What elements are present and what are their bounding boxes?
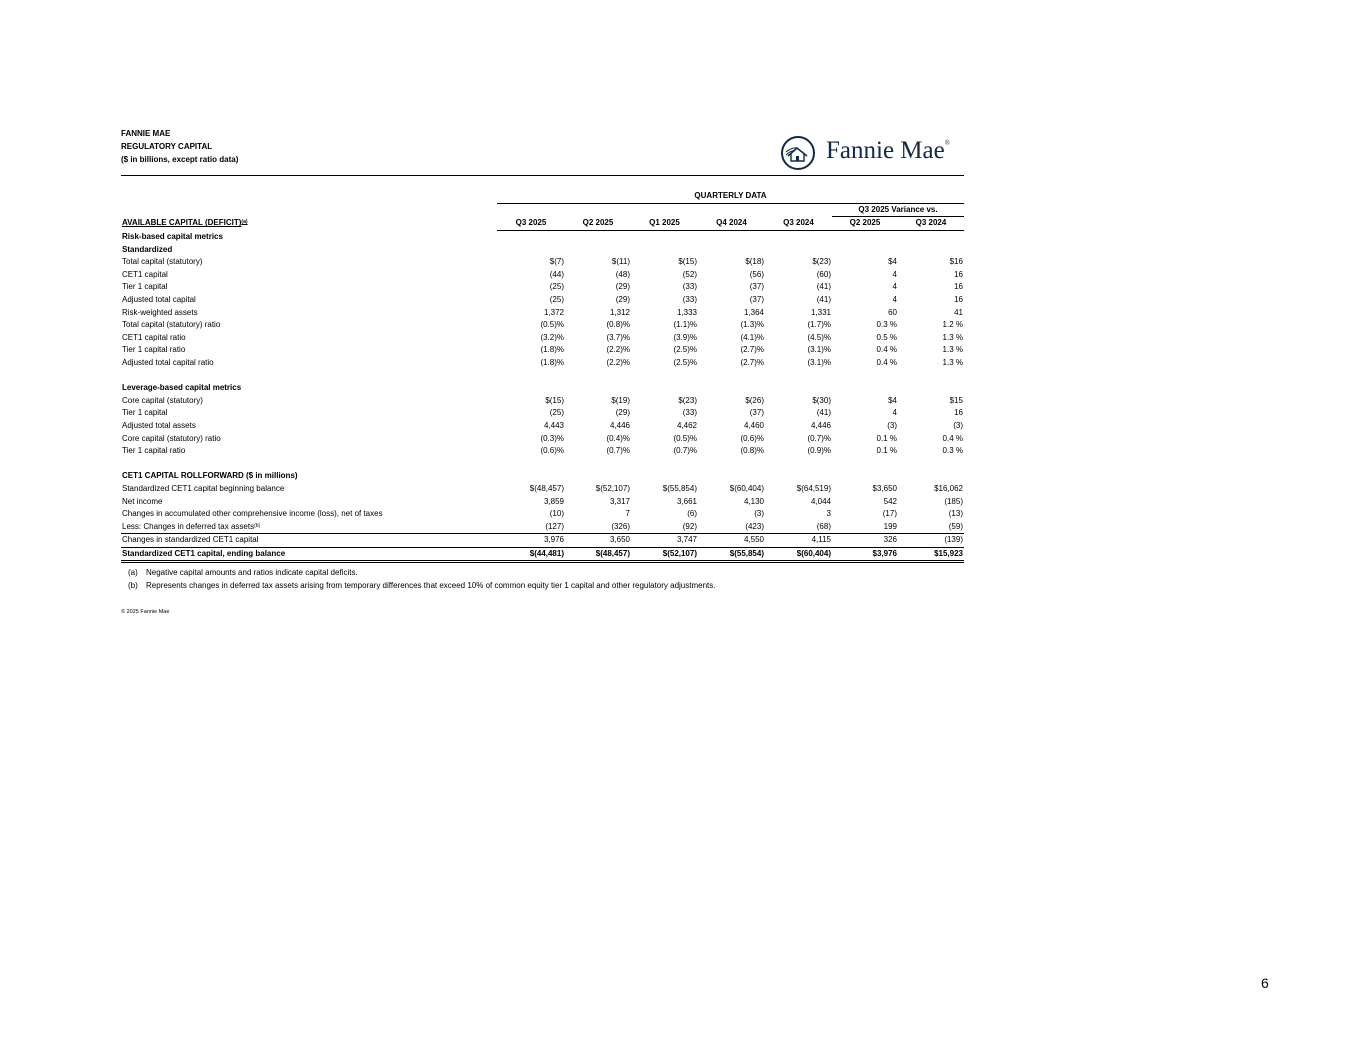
cell-value: (37) (749, 282, 764, 292)
cell-value: 199 (832, 520, 898, 533)
row-label: CET1 capital ratio (122, 332, 186, 342)
footnote: (a) Negative capital amounts and ratios indicate capital deficits. (128, 568, 358, 577)
cell-value: 16 (954, 408, 963, 418)
regulatory-capital-table (121, 190, 964, 563)
table-row (121, 445, 964, 458)
cell-value: $(7) (549, 257, 564, 267)
cell-value: (0.4)% (606, 433, 630, 443)
cell-value: (25) (549, 282, 564, 292)
cell-value: 0.4 % (942, 433, 963, 443)
cell-value: 4 (892, 269, 897, 279)
cell-value: $16,062 (934, 483, 963, 493)
cell-value: (44) (549, 269, 564, 279)
cell-value: 1.2 % (942, 320, 963, 330)
cell-value: 4 (892, 295, 897, 305)
cell-value: 4 (892, 408, 897, 418)
cell-value: (2.2)% (606, 345, 630, 355)
risk-based-title: Risk-based capital metrics (122, 232, 223, 242)
rollforward-title: CET1 CAPITAL ROLLFORWARD ($ in millions) (122, 471, 298, 481)
row-label: Core capital (statutory) ratio (122, 433, 221, 443)
cell-value: $(23) (678, 395, 697, 405)
cell-value: (3.1)% (807, 358, 831, 368)
footnotes (128, 566, 715, 592)
cell-value: $15 (949, 395, 963, 405)
cell-value: (2.7)% (740, 345, 764, 355)
cell-value: 41 (954, 307, 963, 317)
table-row (121, 344, 964, 357)
cell-value: 0.3 % (942, 446, 963, 456)
report-units: ($ in billions, except ratio data) (121, 155, 239, 164)
row-label: Changes in accumulated other comprehensive income (loss), net of taxes (122, 509, 383, 519)
cell-value: 16 (954, 282, 963, 292)
cell-value: $(55,854) (698, 547, 765, 562)
cell-value: 0.1 % (876, 446, 897, 456)
cell-value: $(18) (745, 257, 764, 267)
cell-value: (0.6)% (740, 433, 764, 443)
cell-value: 7 (625, 509, 630, 519)
cell-value: (3) (754, 509, 764, 519)
cell-value: (56) (749, 269, 764, 279)
cell-value: 3,650 (565, 534, 631, 548)
cell-value: (1.1)% (673, 320, 697, 330)
cell-value: 3,976 (497, 534, 565, 548)
cell-value: $15,923 (898, 547, 964, 562)
cell-value: (6) (687, 509, 697, 519)
spacer-row (121, 457, 964, 470)
cell-value: (33) (682, 295, 697, 305)
cell-value: 542 (883, 496, 897, 506)
cell-value: 4,446 (810, 420, 831, 430)
cell-value: 3,747 (631, 534, 698, 548)
table-row (121, 483, 964, 496)
cell-value: (68) (765, 520, 832, 533)
cell-value: (1.8)% (540, 345, 564, 355)
registered-mark: ® (944, 139, 951, 147)
row-label: Standardized CET1 capital, ending balance (121, 547, 497, 562)
table-row (121, 520, 964, 533)
column-header: Q4 2024 (698, 217, 765, 231)
cell-value: $(48,457) (565, 547, 631, 562)
cell-value: (3) (953, 420, 963, 430)
cell-value: (29) (615, 282, 630, 292)
cell-value: (13) (948, 509, 963, 519)
cell-value: 326 (832, 534, 898, 548)
cell-value: (0.8)% (606, 320, 630, 330)
cell-value: 1,364 (743, 307, 764, 317)
row-label: Adjusted total capital (122, 295, 196, 305)
cell-value: (0.5)% (673, 433, 697, 443)
cell-value: 1,372 (543, 307, 564, 317)
cell-value: (0.7)% (606, 446, 630, 456)
page-number: 6 (1261, 975, 1269, 991)
cell-value: 4 (892, 282, 897, 292)
table-row (121, 534, 964, 548)
row-label: Total capital (statutory) ratio (122, 320, 221, 330)
header-divider (121, 175, 964, 176)
cell-value: (41) (816, 282, 831, 292)
available-capital-title: AVAILABLE CAPITAL (DEFICIT)$^{(a)}$ (122, 218, 248, 228)
cell-value: (2.5)% (673, 345, 697, 355)
fannie-mae-logo (780, 135, 966, 171)
cell-value: (423) (698, 520, 765, 533)
cell-value: $(44,481) (497, 547, 565, 562)
row-label: Core capital (statutory) (122, 395, 203, 405)
cell-value: (1.8)% (540, 358, 564, 368)
footnote: (b) Represents changes in deferred tax assets arising from temporary differences that exceed 10% of common equity tier 1 capital and other regulatory adjustments. (128, 581, 716, 590)
cell-value: 1.3 % (942, 345, 963, 355)
cell-value: $3,976 (832, 547, 898, 562)
cell-value: (25) (549, 295, 564, 305)
cell-value: $(60,404) (765, 547, 832, 562)
cell-value: (0.8)% (740, 446, 764, 456)
cell-value: 3 (826, 509, 831, 519)
cell-value: $(60,404) (729, 483, 764, 493)
cell-value: (0.7)% (673, 446, 697, 456)
row-label: CET1 capital (122, 269, 168, 279)
cell-value: (1.3)% (740, 320, 764, 330)
total-row (121, 547, 964, 562)
cell-value: (48) (615, 269, 630, 279)
cell-value: $16 (949, 257, 963, 267)
cell-value: (0.3)% (540, 433, 564, 443)
row-label: Adjusted total assets (122, 420, 196, 430)
cell-value: (4.5)% (807, 332, 831, 342)
cell-value: (41) (816, 295, 831, 305)
cell-value: (2.7)% (740, 358, 764, 368)
cell-value: (37) (749, 408, 764, 418)
cell-value: (326) (565, 520, 631, 533)
cell-value: 16 (954, 269, 963, 279)
cell-value: 1.3 % (942, 358, 963, 368)
cell-value: $(11) (611, 257, 630, 267)
cell-value: $4 (888, 395, 897, 405)
table-row (121, 357, 964, 370)
column-header: Q3 2024 (765, 217, 832, 231)
cell-value: $4 (888, 257, 897, 267)
table-row (121, 256, 964, 269)
cell-value: $(52,107) (595, 483, 630, 493)
row-label: Net income (122, 496, 163, 506)
row-label: Adjusted total capital ratio (122, 358, 214, 368)
row-label: Changes in standardized CET1 capital (121, 534, 497, 548)
variance-header: Q3 2025 Variance vs. (832, 203, 964, 217)
cell-value: $(26) (745, 395, 764, 405)
leverage-based-title: Leverage-based capital metrics (122, 383, 242, 393)
row-label: Less: Changes in deferred tax assets$^{(b)}$ (121, 520, 497, 533)
cell-value: (3.9)% (673, 332, 697, 342)
cell-value: 4,115 (765, 534, 832, 548)
cell-value: (4.1)% (740, 332, 764, 342)
cell-value: (3) (887, 420, 897, 430)
cell-value: (25) (549, 408, 564, 418)
cell-value: $(15) (545, 395, 564, 405)
cell-value: (17) (882, 509, 897, 519)
cell-value: (0.6)% (540, 446, 564, 456)
spacer-row (121, 369, 964, 382)
cell-value: (0.7)% (807, 433, 831, 443)
cell-value: $(64,519) (796, 483, 831, 493)
cell-value: (92) (631, 520, 698, 533)
cell-value: 4,044 (810, 496, 831, 506)
cell-value: (185) (944, 496, 963, 506)
cell-value: 4,462 (676, 420, 697, 430)
row-label: Total capital (statutory) (122, 257, 203, 267)
house-circle-logo-icon (780, 135, 816, 171)
column-header: Q2 2025 (565, 217, 631, 231)
cell-value: 3,661 (676, 496, 697, 506)
report-title: REGULATORY CAPITAL (121, 142, 213, 151)
cell-value: $3,650 (872, 483, 897, 493)
cell-value: (3.2)% (540, 332, 564, 342)
table-row (121, 420, 964, 433)
cell-value: 3,859 (543, 496, 564, 506)
row-label: Tier 1 capital (122, 282, 168, 292)
table-row (121, 495, 964, 508)
cell-value: (33) (682, 408, 697, 418)
cell-value: (37) (749, 295, 764, 305)
row-label: Tier 1 capital ratio (122, 446, 186, 456)
cell-value: (52) (682, 269, 697, 279)
column-header: Q3 2025 (497, 217, 565, 231)
cell-value: $(23) (812, 257, 831, 267)
cell-value: 1,312 (609, 307, 630, 317)
cell-value: 0.5 % (876, 332, 897, 342)
cell-value: (33) (682, 282, 697, 292)
column-header: Q3 2024 (898, 217, 964, 231)
cell-value: (41) (816, 408, 831, 418)
report-header (121, 127, 238, 166)
table-row (121, 281, 964, 294)
cell-value: (1.7)% (807, 320, 831, 330)
cell-value: (139) (898, 534, 964, 548)
cell-value: 4,446 (609, 420, 630, 430)
column-header: Q1 2025 (631, 217, 698, 231)
quarterly-data-header: QUARTERLY DATA (497, 190, 964, 203)
cell-value: $(15) (678, 257, 697, 267)
cell-value: 4,130 (743, 496, 764, 506)
cell-value: 3,317 (609, 496, 630, 506)
cell-value: 4,550 (698, 534, 765, 548)
cell-value: 4,460 (743, 420, 764, 430)
table-row (121, 508, 964, 521)
cell-value: 0.1 % (876, 433, 897, 443)
cell-value: (0.9)% (807, 446, 831, 456)
copyright: © 2025 Fannie Mae (121, 609, 170, 615)
cell-value: (127) (497, 520, 565, 533)
cell-value: 4,443 (543, 420, 564, 430)
cell-value: (29) (615, 295, 630, 305)
row-label: Risk-weighted assets (122, 307, 198, 317)
cell-value: (60) (816, 269, 831, 279)
cell-value: (3.1)% (807, 345, 831, 355)
cell-value: (2.2)% (606, 358, 630, 368)
cell-value: (10) (549, 509, 564, 519)
standardized-title: Standardized (122, 244, 173, 254)
cell-value: 1,331 (810, 307, 831, 317)
cell-value: $(55,854) (662, 483, 697, 493)
cell-value: 1.3 % (942, 332, 963, 342)
cell-value: 0.4 % (876, 345, 897, 355)
cell-value: $(30) (812, 395, 831, 405)
cell-value: 0.3 % (876, 320, 897, 330)
row-label: Tier 1 capital (122, 408, 168, 418)
cell-value: (29) (615, 408, 630, 418)
cell-value: $(19) (611, 395, 630, 405)
table-row (121, 432, 964, 445)
row-label: Tier 1 capital ratio (122, 345, 186, 355)
table-row (121, 395, 964, 408)
cell-value: 1,333 (676, 307, 697, 317)
logo-wordmark: Fannie Mae (826, 137, 945, 164)
cell-value: $(52,107) (631, 547, 698, 562)
company-name: FANNIE MAE (121, 129, 171, 138)
cell-value: (3.7)% (606, 332, 630, 342)
table-row (121, 294, 964, 307)
cell-value: 60 (888, 307, 897, 317)
row-label: Standardized CET1 capital beginning balance (122, 483, 285, 493)
table-row (121, 332, 964, 345)
table-row (121, 306, 964, 319)
cell-value: (0.5)% (540, 320, 564, 330)
cell-value: $(48,457) (529, 483, 564, 493)
cell-value: 16 (954, 295, 963, 305)
table-row (121, 319, 964, 332)
table-row (121, 269, 964, 282)
cell-value: 0.4 % (876, 358, 897, 368)
column-header: Q2 2025 (832, 217, 898, 231)
table-row (121, 407, 964, 420)
cell-value: (2.5)% (673, 358, 697, 368)
cell-value: (59) (898, 520, 964, 533)
